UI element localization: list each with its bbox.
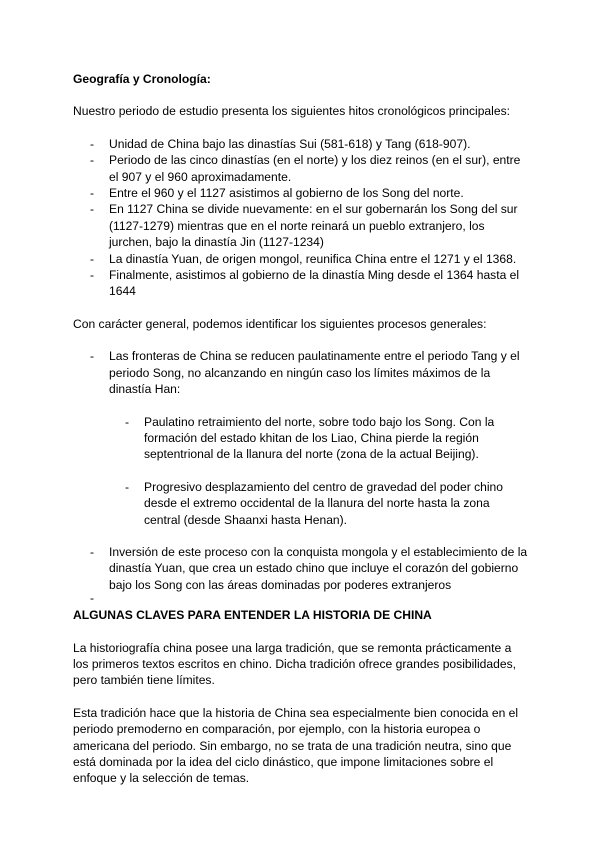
processes-intro-paragraph: Con carácter general, podemos identificar los siguientes procesos generales: [73,316,487,331]
list-item: - Periodo de las cinco dinastías (en el norte) y los diez reinos (en el sur), entre el 907 y el 960 aproximadamente. [73,152,528,185]
section-title-claves: ALGUNAS CLAVES PARA ENTENDER LA HISTORIA DE CHINA [73,608,432,623]
list-item: - La dinastía Yuan, de origen mongol, reunifica China entre el 1271 y el 1368. [73,251,528,267]
list-item: - Unidad de China bajo las dinastías Sui (581-618) y Tang (618-907). [73,136,528,152]
processes-list-2 [73,544,528,593]
process-text: Las fronteras de China se reducen paulatinamente entre el periodo Tang y el periodo Song, no alcanzando en ningún caso los límites máximos de la dinastía Han: [109,349,520,397]
empty-list-dash [73,593,528,605]
processes-list [73,348,528,397]
document-page [73,71,528,787]
list-item: - Progresivo desplazamiento del centro de gravedad del poder chino desde el extremo occidental de la llanura del norte hasta la zona central (desde Shaanxi hasta Henan). [73,479,528,528]
list-item-process-2: - Inversión de este proceso con la conquista mongola y el establecimiento de la dinastía Yuan, que crea un estado chino que incluye el corazón del gobierno bajo los Song con las áreas dominadas por poderes extranjeros [73,544,528,593]
list-item: - Finalmente, asistimos al gobierno de la dinastía Ming desde el 1364 hasta el 1644 [73,267,528,300]
intro-paragraph: Nuestro periodo de estudio presenta los siguientes hitos cronológicos principales: [73,104,510,119]
milestones-list [73,136,528,300]
list-item-process-1 [73,348,528,397]
subprocesses-list-2 [73,479,528,528]
section-title-geografia: Geografía y Cronología: [73,72,211,86]
paragraph-tradicion: Esta tradición hace que la historia de China sea especialmente bien conocida en el periodo premoderno en comparación, por ejemplo, con la historia europea o americana del periodo. Sin embargo, no se trata de una tradición neutra, sino que está dominada por la idea del ciclo dinástico, que impone limitaciones sobre el enfoque y la selección de temas. [73,705,519,786]
subprocesses-list [73,414,528,463]
list-item: - Entre el 960 y el 1127 asistimos al gobierno de los Song del norte. [73,185,528,201]
list-item: - En 1127 China se divide nuevamente: en el sur gobernarán los Song del sur (1127-1279) mientras que en el norte reinará un pueblo extranjero, los jurchen, bajo la dinastía Jin (1127-1234) [73,201,528,250]
paragraph-historiografia: La historiografía china posee una larga tradición, que se remonta prácticamente a los primeros textos escritos en chino. Dicha tradición ofrece grandes posibilidades, pero también tiene límites. [73,640,516,688]
list-item: - Paulatino retraimiento del norte, sobre todo bajo los Song. Con la formación del estado khitan de los Liao, China pierde la región septentrional de la llanura del norte (zona de la actual Beijing). [73,414,528,463]
